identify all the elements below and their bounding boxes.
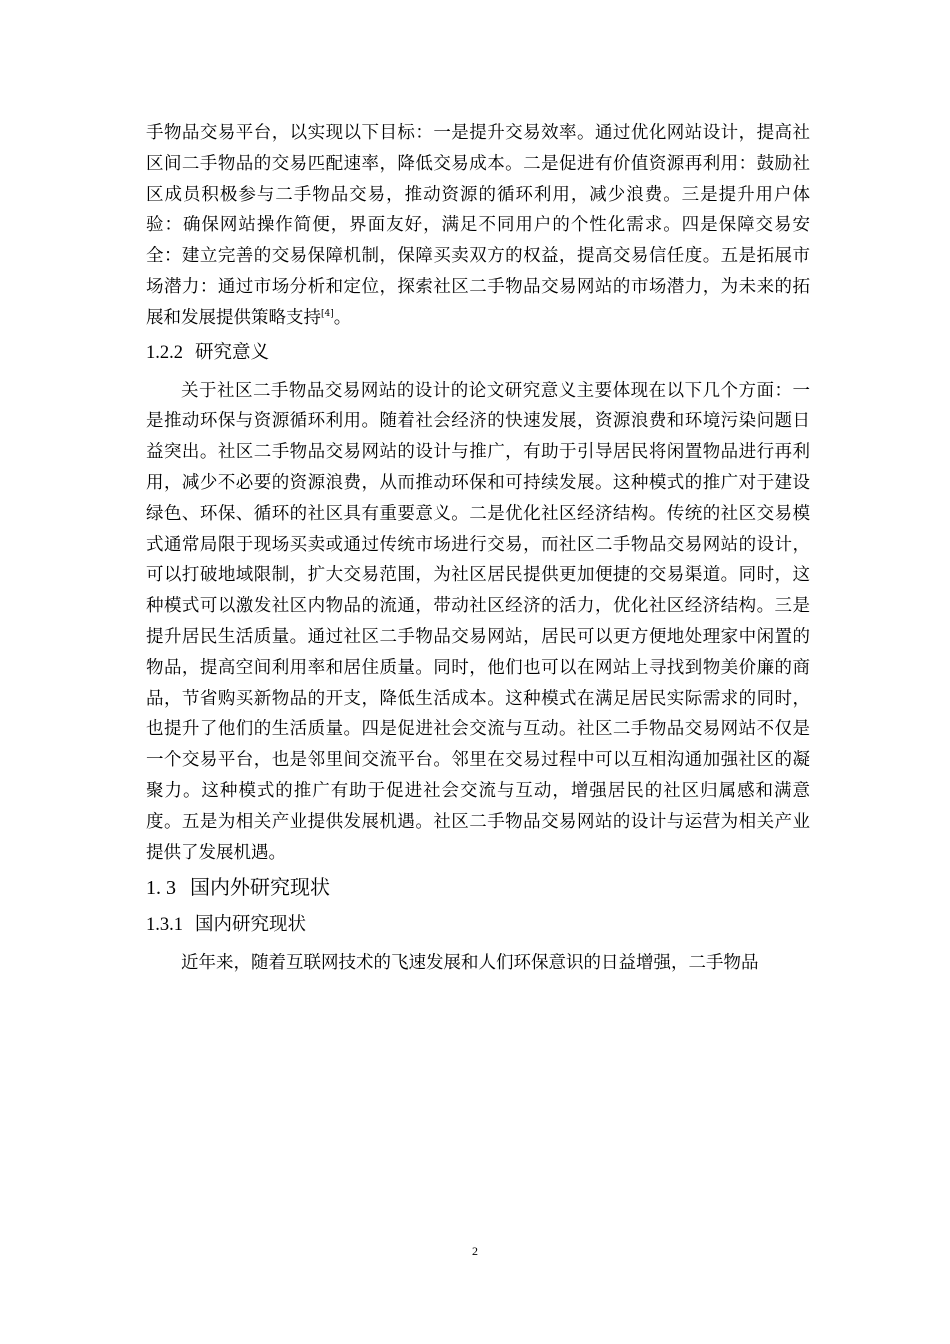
paragraph-domestic-status: 近年来，随着互联网技术的飞速发展和人们环保意识的日益增强，二手物品 [181, 953, 759, 974]
paragraph-text: 手物品交易平台，以实现以下目标：一是提升交易效率。通过优化网站设计，提高社区间二手物品的交易匹配速率，降低交易成本。二是促进有价值资源再利用：鼓励社区成员积极参与二手物品交易，推动资源的循环利用，减少浪费。三是提升用户体验：确保网站操作简便，界面友好，满足不同用户的个性化需求。四是保障交易安全：建立完善的交易保障机制，保障买卖双方的权益，提高交易信任度。五是拓展市场潜力：通过市场分析和定位，探索社区二手物品交易网站的市场潜力，为未来的拓展和发展提供策略支持 [146, 123, 810, 328]
heading-1-2-2 [146, 338, 810, 370]
heading-title: 国内研究现状 [195, 914, 307, 936]
heading-1-3 [146, 872, 810, 904]
heading-number: 1.2.2 [146, 342, 183, 363]
paragraph-research-significance: 关于社区二手物品交易网站的设计的论文研究意义主要体现在以下几个方面：一是推动环保与资源循环利用。随着社会经济的快速发展，资源浪费和环境污染问题日益突出。社区二手物品交易网站的设计与推广，有助于引导居民将闲置物品进行再利用，减少不必要的资源浪费，从而推动环保和可持续发展。这种模式的推广对于建设绿色、环保、循环的社区具有重要意义。二是优化社区经济结构。传统的社区交易模式通常局限于现场买卖或通过传统市场进行交易，而社区二手物品交易网站的设计，可以打破地域限制，扩大交易范围，为社区居民提供更加便捷的交易渠道。同时，这种模式可以激发社区内物品的流通，带动社区经济的活力，优化社区经济结构。三是提升居民生活质量。通过社区二手物品交易网站，居民可以更方便地处理家中闲置的物品，提高空间利用率和居住质量。同时，他们也可以在网站上寻找到物美价廉的商品，节省购买新物品的开支，降低生活成本。这种模式在满足居民实际需求的同时，也提升了他们的生活质量。四是促进社会交流与互动。社区二手物品交易网站不仅是一个交易平台，也是邻里间交流平台。邻里在交易过程中可以互相沟通加强社区的凝聚力。这种模式的推广有助于促进社会交流与互动，增强居民的社区归属感和满意度。五是为相关产业提供发展机遇。社区二手物品交易网站的设计与运营为相关产业提供了发展机遇。 [146, 380, 810, 863]
heading-number: 1. 3 [146, 877, 176, 900]
heading-number: 1.3.1 [146, 915, 183, 936]
heading-1-3-1 [146, 910, 810, 942]
citation-marker: [4] [321, 308, 334, 319]
heading-title: 国内外研究现状 [190, 875, 330, 900]
heading-title: 研究意义 [195, 341, 270, 363]
paragraph-end: 。 [333, 307, 352, 328]
paragraph-research-goals [146, 118, 810, 334]
page-number: 2 [472, 1244, 478, 1258]
document-page [146, 118, 810, 979]
